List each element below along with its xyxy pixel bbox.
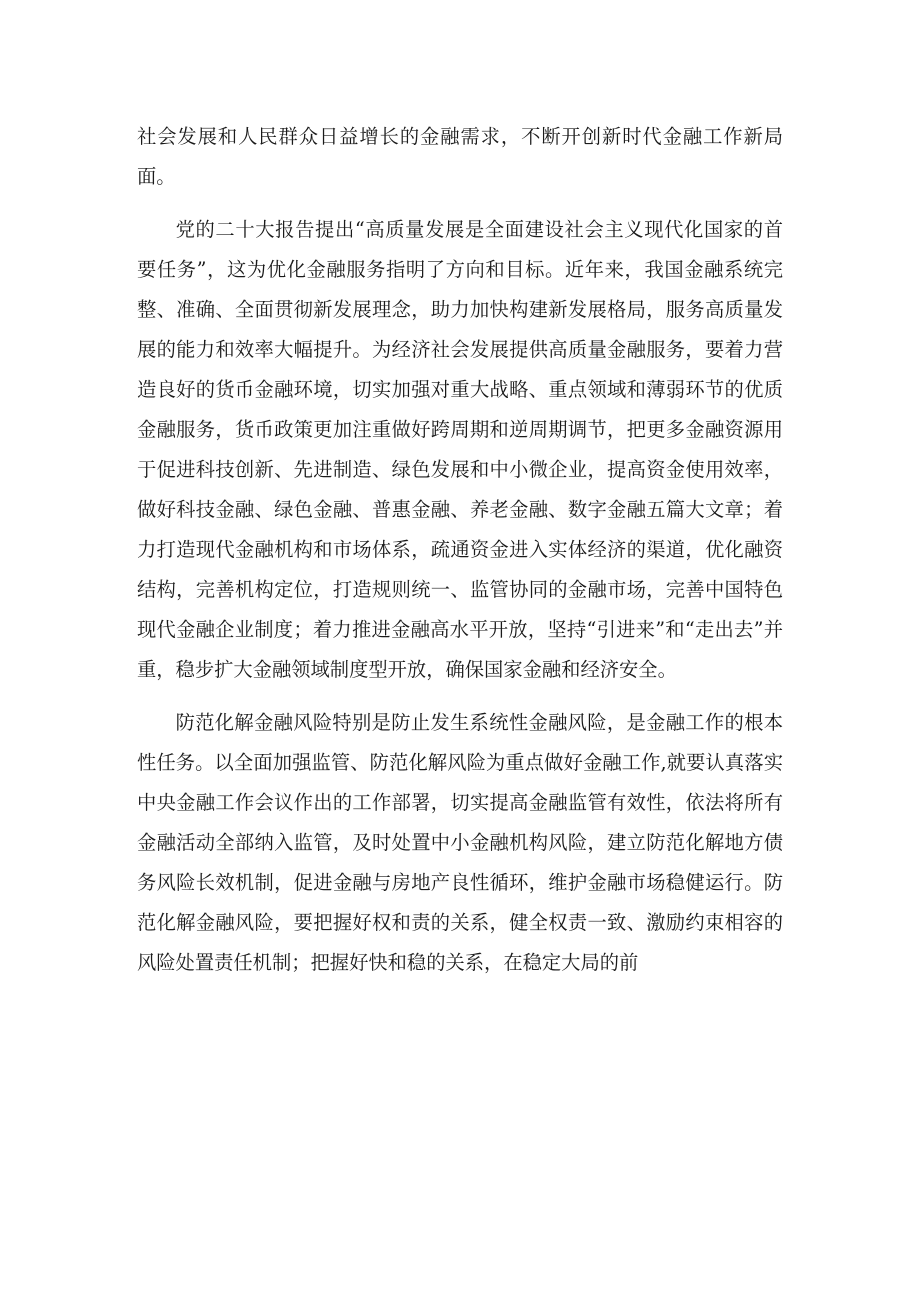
paragraph-financial-risk: 防范化解金融风险特别是防止发生系统性金融风险，是金融工作的根本性任务。以全面加强监管、防范化解风险为重点做好金融工作,就要认真落实中央金融工作会议作出的工作部署，切实提高金融监管有效性，依法将所有金融活动全部纳入监管，及时处置中小金融机构风险，建立防范化解地方债务风险长效机制，促进金融与房地产良性循环，维护金融市场稳健运行。防范化解金融风险，要把握好权和责的关系，健全权责一致、激励约束相容的风险处置责任机制；把握好快和稳的关系，在稳定大局的前 bbox=[137, 711, 783, 974]
paragraph-continuation: 社会发展和人民群众日益增长的金融需求，不断开创新时代金融工作新局面。 bbox=[137, 125, 783, 188]
document-body bbox=[137, 117, 783, 983]
paragraph-high-quality-development: 党的二十大报告提出“高质量发展是全面建设社会主义现代化国家的首要任务”，这为优化金融服务指明了方向和目标。近年来，我国金融系统完整、准确、全面贯彻新发展理念，助力加快构建新发展格局，服务高质量发展的能力和效率大幅提升。为经济社会发展提供高质量金融服务，要着力营造良好的货币金融环境，切实加强对重大战略、重点领域和薄弱环节的优质金融服务，货币政策更加注重做好跨周期和逆周期调节，把更多金融资源用于促进科技创新、先进制造、绿色发展和中小微企业，提高资金使用效率，做好科技金融、绿色金融、普惠金融、养老金融、数字金融五篇大文章；着力打造现代金融机构和市场体系，疏通资金进入实体经济的渠道，优化融资结构，完善机构定位，打造规则统一、监管协同的金融市场，完善中国特色现代金融企业制度；着力推进金融高水平开放，坚持“引进来”和“走出去”并重，稳步扩大金融领域制度型开放，确保国家金融和经济安全。 bbox=[137, 218, 783, 681]
